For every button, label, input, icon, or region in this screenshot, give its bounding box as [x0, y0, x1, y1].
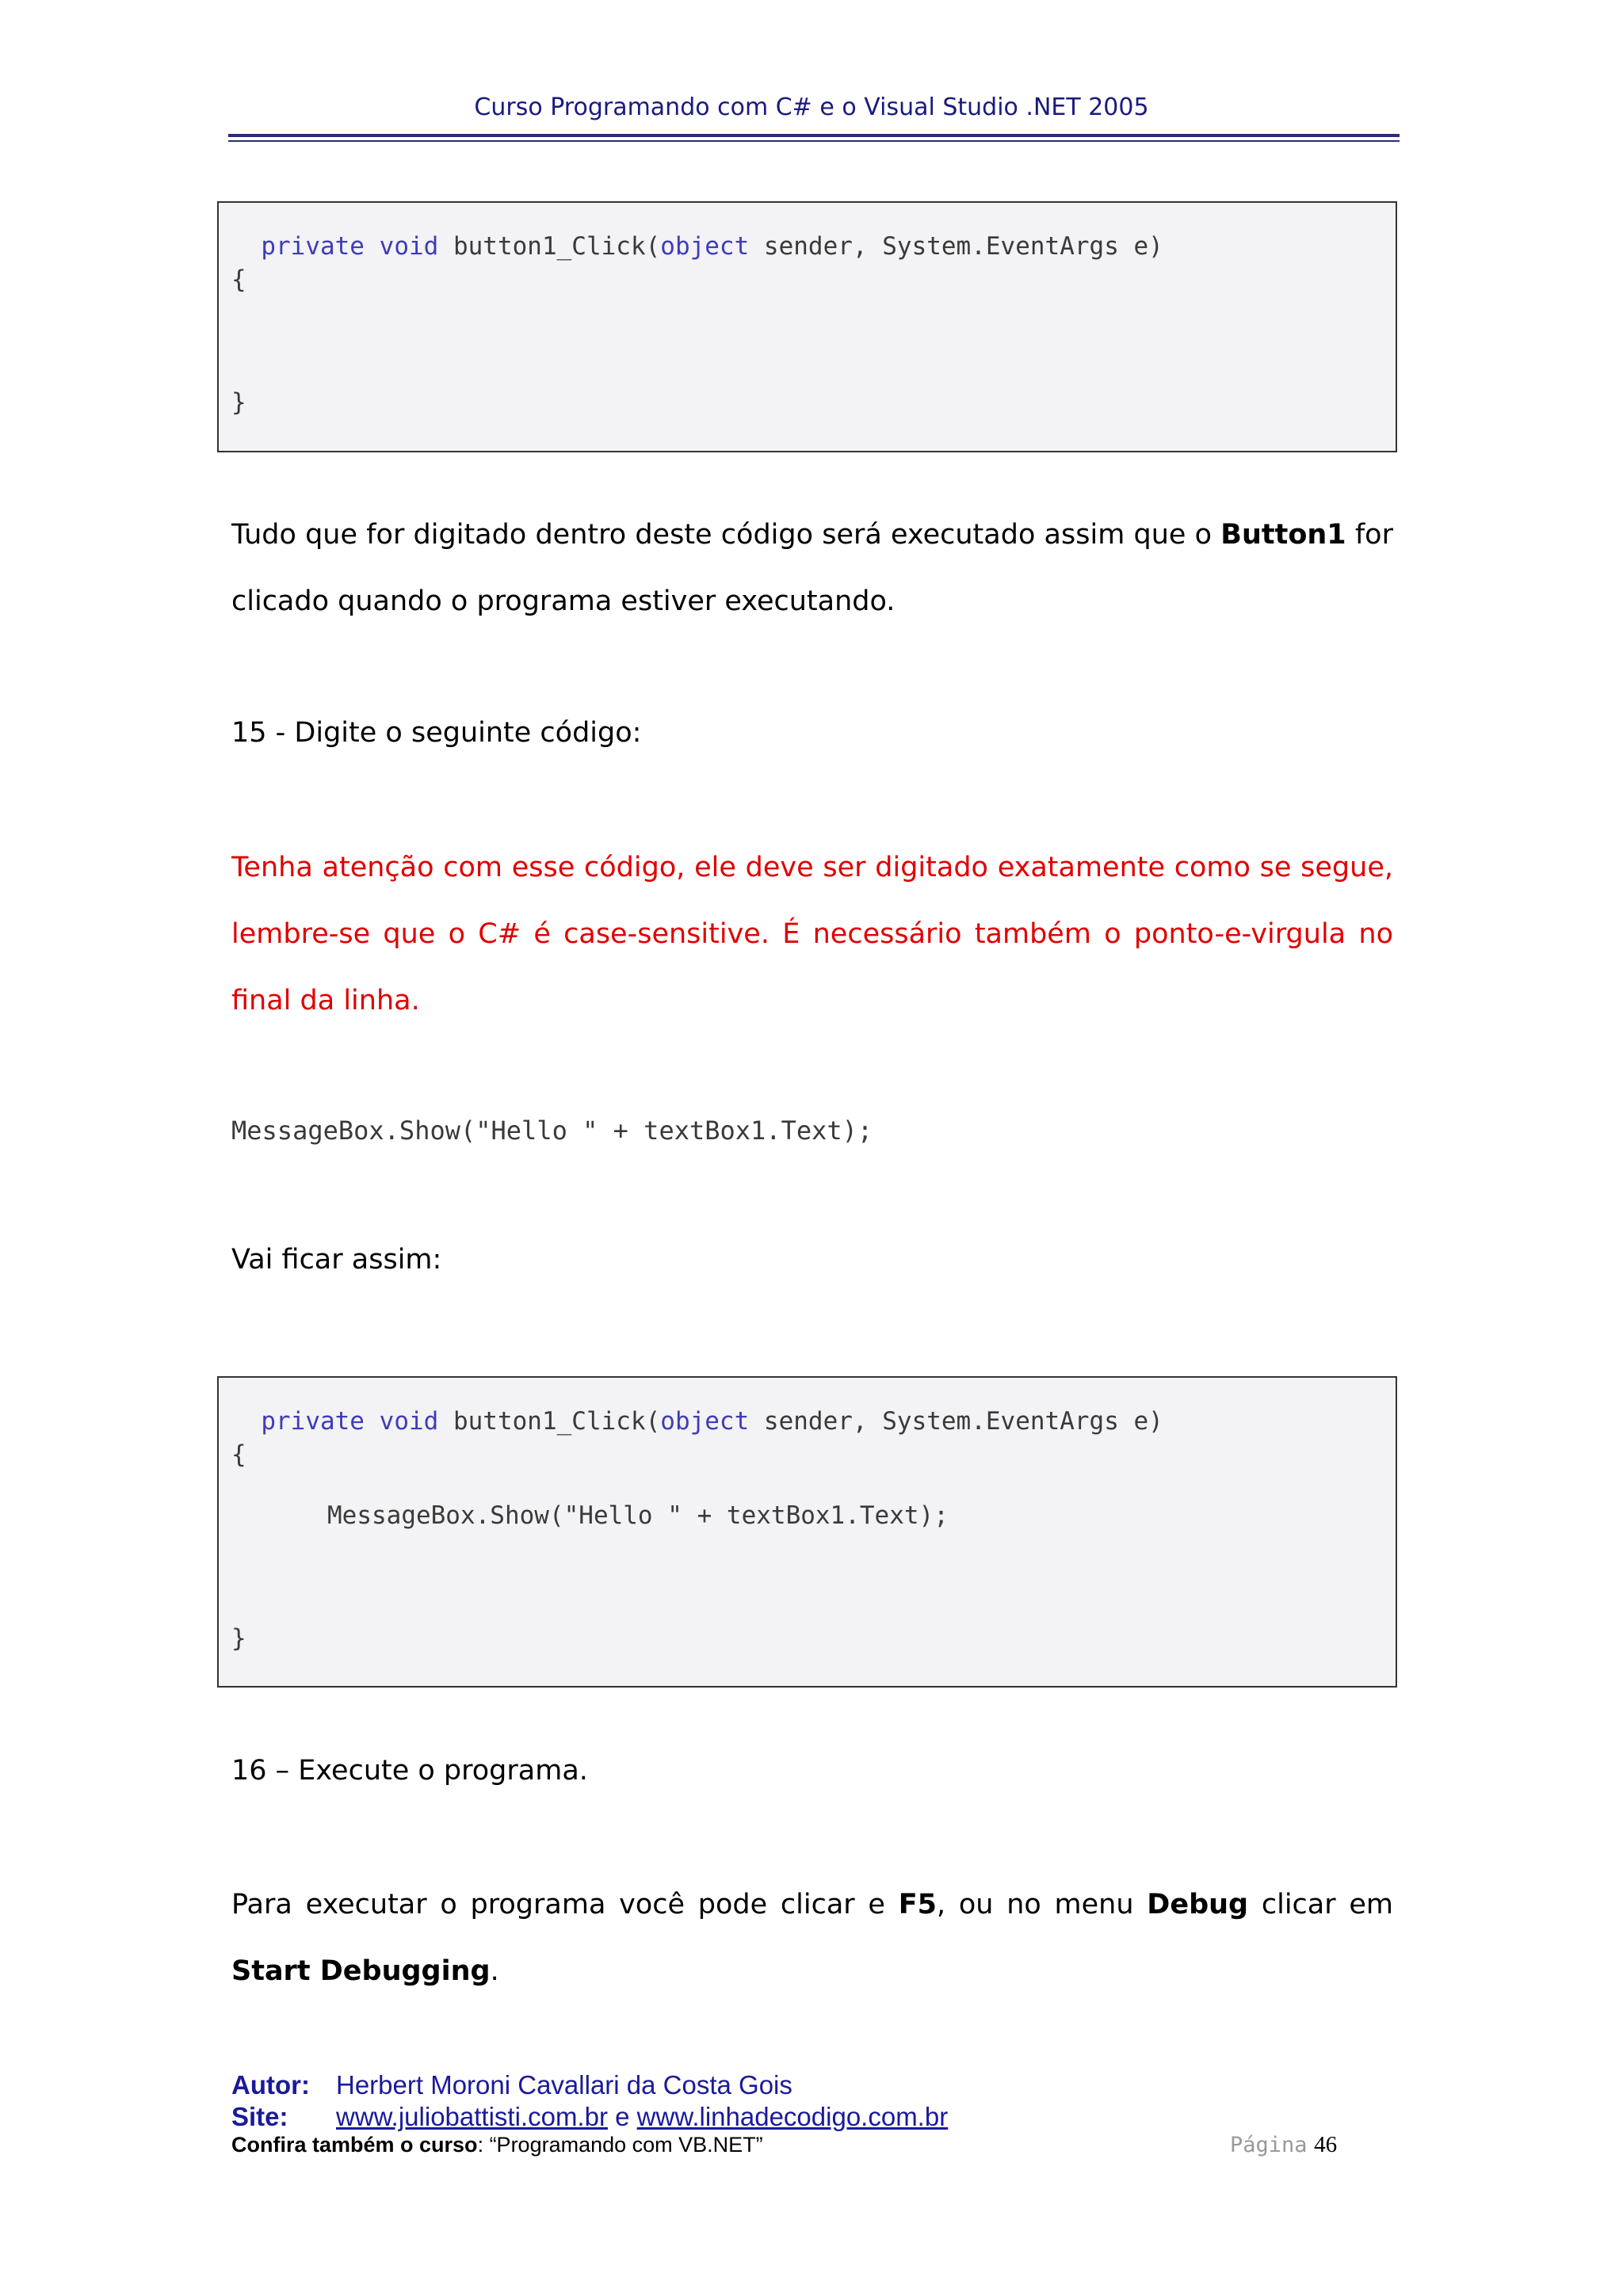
step-15: 15 - Digite o seguinte código: — [231, 717, 642, 749]
footer-link-juliobattisti[interactable]: www.juliobattisti.com.br — [336, 2102, 608, 2131]
page-number — [1230, 2132, 1337, 2158]
footer-confira — [231, 2133, 763, 2157]
para2-text-4: . — [490, 1955, 499, 1987]
para1-text-after: for clicado quando o programa estiver executando. — [231, 519, 1393, 617]
step-16: 16 – Execute o programa. — [231, 1755, 588, 1787]
keyword-void: void — [379, 232, 439, 261]
code-signature-1 — [231, 204, 1163, 261]
para2-bold-f5: F5 — [898, 1889, 937, 1920]
para2-bold-start-debugging: Start Debugging — [231, 1955, 491, 1987]
code-open-brace-2: { — [231, 1440, 246, 1469]
para1-text-before: Tudo que for digitado dentro deste código será executado assim que o — [231, 519, 1221, 551]
para2-text-2: , ou no menu — [936, 1889, 1148, 1920]
header-rule-thick — [228, 134, 1400, 137]
code-signature-2 — [231, 1379, 1163, 1436]
code-body-2: MessageBox.Show("Hello " + textBox1.Text); — [327, 1501, 949, 1530]
page-number-value: 46 — [1314, 2132, 1338, 2157]
footer-link-linhadecodigo[interactable]: www.linhadecodigo.com.br — [636, 2102, 949, 2131]
footer-site-label: Site: — [231, 2102, 288, 2131]
code-line-messagebox: MessageBox.Show("Hello " + textBox1.Text); — [231, 1116, 873, 1146]
keyword-void: void — [379, 1407, 439, 1436]
footer-site — [231, 2102, 948, 2132]
footer-autor — [231, 2070, 792, 2100]
code-open-brace-1: { — [231, 265, 246, 294]
keyword-object: object — [660, 1407, 750, 1436]
method-name: button1_Click( — [438, 232, 661, 261]
header-rule-thin — [228, 140, 1400, 142]
para2-text-3: clicar em — [1248, 1889, 1394, 1920]
keyword-private: private — [261, 1407, 365, 1436]
warning-paragraph: Tenha atenção com esse código, ele deve ser digitado exatamente como se segue, lembre-se que o C# é case-sensitive. É necessário também o ponto-e-virgula no final da linha. — [231, 852, 1393, 1016]
footer-site-separator: e — [607, 2102, 637, 2131]
document-header-title: Curso Programando com C# e o Visual Studio .NET 2005 — [474, 93, 1149, 121]
page-label: Página — [1230, 2133, 1308, 2157]
para2-text-1: Para executar o programa você pode clicar e — [231, 1889, 899, 1920]
footer-confira-rest: : “Programando com VB.NET” — [477, 2133, 763, 2157]
vai-ficar-assim: Vai ficar assim: — [231, 1244, 442, 1276]
method-params: sender, System.EventArgs e) — [749, 1407, 1163, 1436]
method-name: button1_Click( — [438, 1407, 661, 1436]
keyword-object: object — [660, 232, 750, 261]
keyword-private: private — [261, 232, 365, 261]
method-params: sender, System.EventArgs e) — [749, 232, 1163, 261]
para2-bold-debug: Debug — [1147, 1889, 1249, 1920]
footer-confira-bold: Confira também o curso — [231, 2133, 478, 2157]
footer-autor-name: Herbert Moroni Cavallari da Costa Gois — [336, 2070, 792, 2100]
code-close-brace-1: } — [231, 388, 246, 417]
paragraph-execute-instructions — [231, 1871, 1393, 2004]
para1-bold-button1: Button1 — [1220, 519, 1346, 551]
paragraph-button1-explanation — [231, 502, 1393, 635]
footer-autor-label: Autor: — [231, 2070, 310, 2100]
code-close-brace-2: } — [231, 1624, 246, 1653]
